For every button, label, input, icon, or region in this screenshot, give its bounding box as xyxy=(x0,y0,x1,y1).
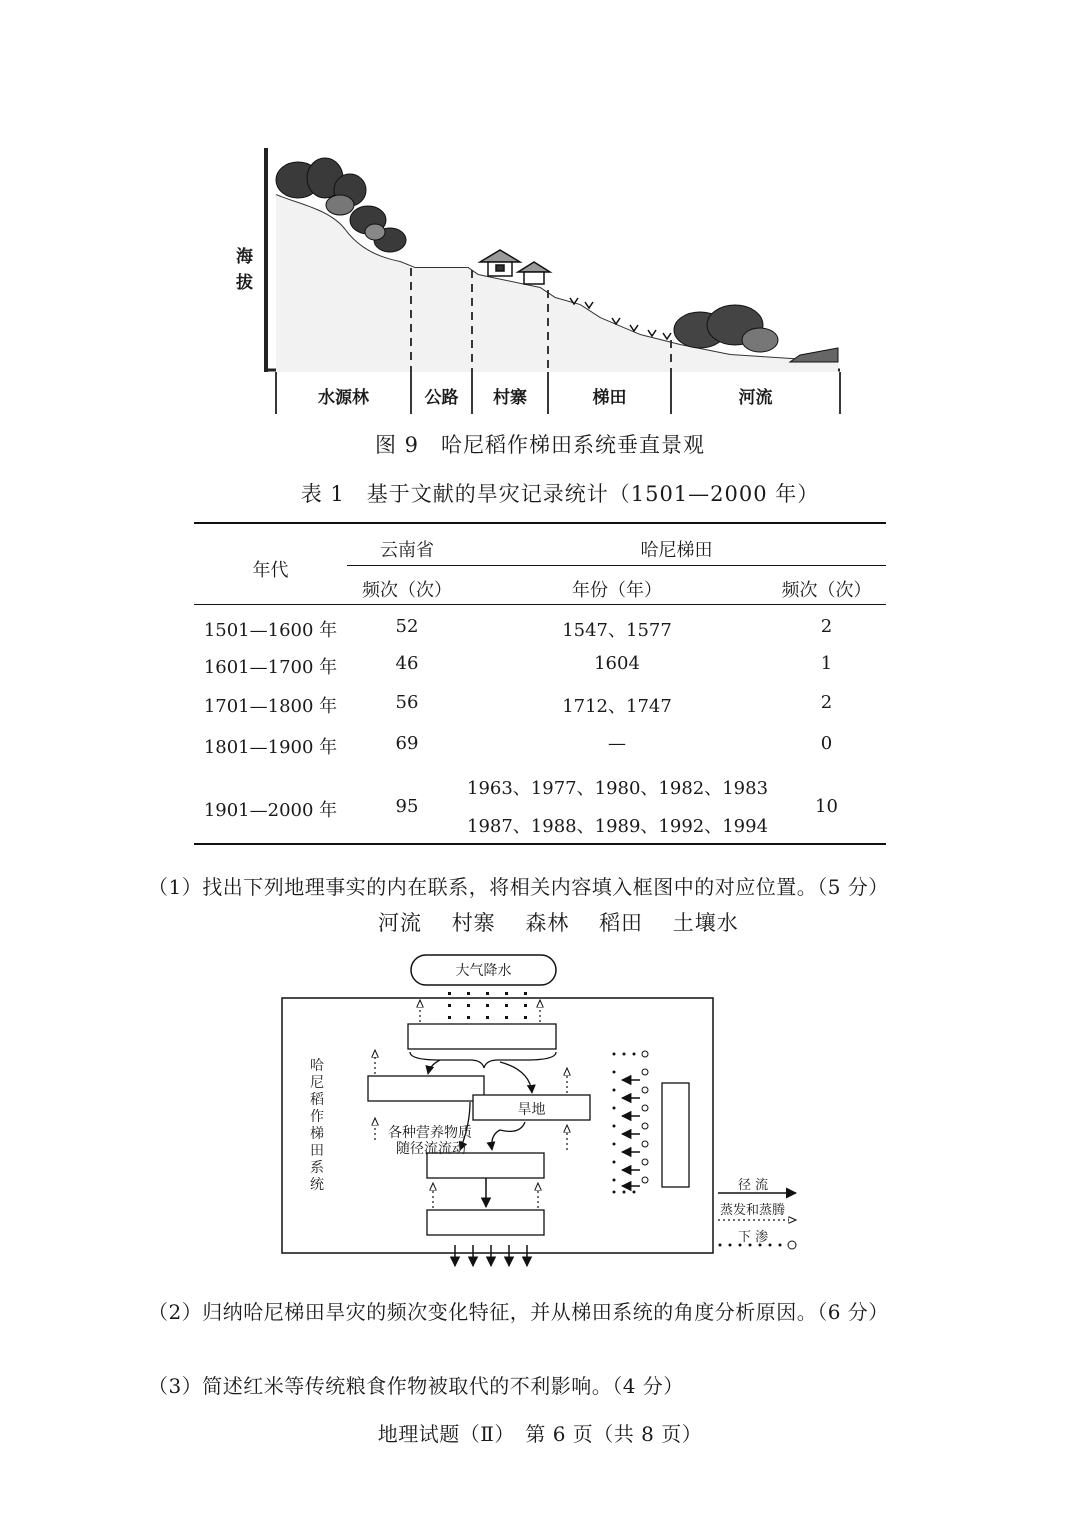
table-cell-era: 1601—1700 年 xyxy=(203,657,338,678)
nutrients-label-1: 各种营养物质 xyxy=(388,1125,472,1141)
box-bottom xyxy=(427,1210,544,1235)
system-label: 哈尼稻作梯田系统 xyxy=(310,1058,324,1193)
zone-water-forest: 水源林 xyxy=(318,388,369,408)
header-era: 年代 xyxy=(252,560,289,581)
figure9-caption: 图 9 哈尼稻作梯田系统垂直景观 xyxy=(374,433,706,457)
table1-title: 表 1 基于文献的旱灾记录统计（1501—2000 年） xyxy=(300,482,820,506)
box-top xyxy=(408,1024,556,1049)
bottom-arrows xyxy=(455,1245,527,1266)
y-axis-label-2: 拔 xyxy=(236,273,253,293)
precipitation-dots xyxy=(448,992,527,1019)
y-axis-label-1: 海 xyxy=(236,247,253,267)
table-cell-years: 1547、1577 xyxy=(562,620,672,641)
box-left xyxy=(368,1076,484,1101)
zone-terrace: 梯田 xyxy=(592,388,627,408)
table-cell-era: 1501—1600 年 xyxy=(203,620,338,641)
table-cell-yunnan: 52 xyxy=(395,616,419,637)
table-cell-years: 1963、1977、1980、1982、1983 xyxy=(467,778,769,799)
precipitation-label: 大气降水 xyxy=(455,963,512,979)
table-cell-yunnan: 46 xyxy=(395,653,419,674)
table-cell-era: 1701—1800 年 xyxy=(203,696,338,717)
table-cell-yunnan: 56 xyxy=(395,692,419,713)
zone-road: 公路 xyxy=(424,388,459,408)
dryland-label: 旱地 xyxy=(517,1102,546,1118)
table-cell-hani: 2 xyxy=(820,616,833,637)
word-forest: 森林 xyxy=(525,911,570,935)
table-cell-years: 1712、1747 xyxy=(562,696,672,717)
seepage-column xyxy=(613,1051,649,1194)
word-soil-water: 土壤水 xyxy=(672,911,739,935)
legend-evap-label: 蒸发和蒸腾 xyxy=(720,1203,786,1218)
zone-river: 河流 xyxy=(738,388,773,408)
header-years: 年份（年） xyxy=(572,580,662,601)
question-1: （1）找出下列地理事实的内在联系，将相关内容填入框图中的对应位置。（5 分） xyxy=(148,875,889,899)
legend-seep-label: 下 渗 xyxy=(738,1230,769,1245)
word-village: 村寨 xyxy=(451,911,496,935)
table-cell-hani: 0 xyxy=(820,733,833,754)
table-cell-era: 1901—2000 年 xyxy=(203,800,338,821)
table-cell-hani: 1 xyxy=(820,653,833,674)
table-cell-yunnan: 69 xyxy=(395,733,419,754)
question-3: （3）简述红米等传统粮食作物被取代的不利影响。（4 分） xyxy=(148,1374,684,1398)
zone-village: 村寨 xyxy=(493,388,527,408)
question-2: （2）归纳哈尼梯田旱灾的频次变化特征，并从梯田系统的角度分析原因。（6 分） xyxy=(148,1300,889,1324)
table-cell-hani: 10 xyxy=(815,796,838,817)
table-cell-years: — xyxy=(608,733,626,754)
table-cell-hani: 2 xyxy=(820,692,833,713)
box-right xyxy=(662,1083,689,1187)
header-yunnan: 云南省 xyxy=(380,540,434,561)
table-cell-era: 1801—1900 年 xyxy=(203,737,338,758)
nutrients-label-2: 随径流流动 xyxy=(396,1141,466,1157)
page-footer: 地理试题（Ⅱ） 第 6 页（共 8 页） xyxy=(377,1422,703,1446)
table-cell-years-2: 1987、1988、1989、1992、1994 xyxy=(467,816,769,837)
header-hani-freq: 频次（次） xyxy=(781,580,872,601)
word-paddy: 稻田 xyxy=(599,911,644,935)
header-freq: 频次（次） xyxy=(362,580,452,601)
header-hani: 哈尼梯田 xyxy=(640,540,713,561)
table-cell-years: 1604 xyxy=(594,653,640,674)
legend-runoff-label: 径 流 xyxy=(738,1178,769,1193)
word-river: 河流 xyxy=(378,911,422,935)
table-cell-yunnan: 95 xyxy=(395,796,419,817)
